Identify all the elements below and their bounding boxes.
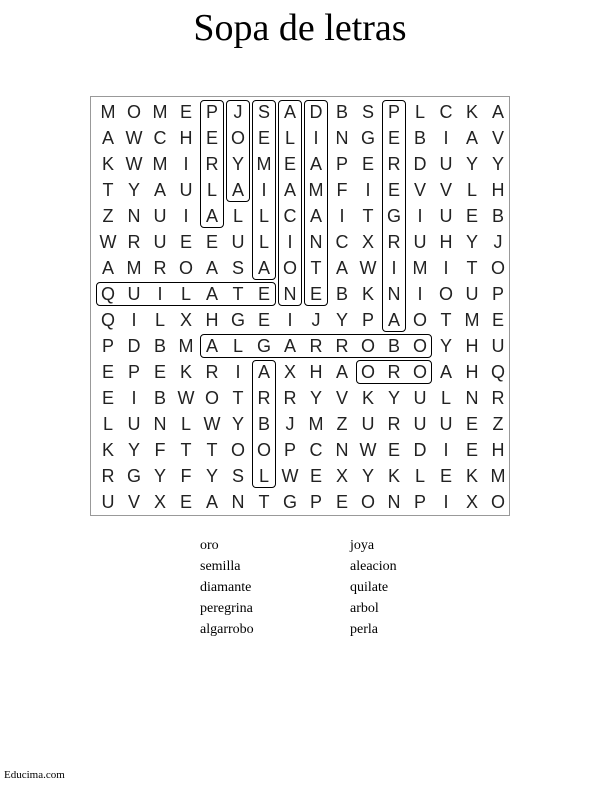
grid-letter: B — [153, 388, 166, 408]
grid-letter: K — [361, 284, 374, 304]
grid-letter: X — [283, 362, 296, 382]
grid-letter: M — [100, 102, 116, 122]
grid-letter: V — [439, 180, 452, 200]
grid-letter: O — [230, 440, 245, 460]
word-list-item: peregrina — [200, 601, 253, 616]
grid-letter: L — [232, 336, 243, 356]
grid-letter: N — [231, 492, 245, 512]
grid-letter: L — [102, 414, 113, 434]
grid-letter: Z — [336, 414, 348, 434]
grid-letter: I — [417, 284, 423, 304]
grid-letter: U — [153, 206, 167, 226]
grid-letter: J — [285, 414, 295, 434]
grid-letter: A — [283, 336, 296, 356]
grid-letter: R — [387, 154, 401, 174]
grid-letter: R — [283, 388, 297, 408]
word-list-item: joya — [350, 538, 375, 553]
word-list-item: semilla — [200, 559, 241, 574]
grid-letter: Y — [153, 466, 166, 486]
grid-letter: L — [414, 466, 425, 486]
grid-letter: E — [257, 128, 270, 148]
grid-letter: K — [361, 388, 374, 408]
grid-letter: V — [127, 492, 140, 512]
grid-letter: L — [154, 310, 165, 330]
grid-letter: F — [336, 180, 348, 200]
grid-letter: A — [205, 206, 218, 226]
word-list-left — [200, 535, 254, 640]
grid-letter: R — [101, 466, 115, 486]
grid-letter: R — [127, 232, 141, 252]
grid-letter: K — [179, 362, 192, 382]
grid-letter: I — [365, 180, 371, 200]
grid-letter: W — [359, 440, 377, 460]
grid-letter: E — [491, 310, 504, 330]
grid-letter: O — [490, 258, 505, 278]
grid-letter: E — [465, 414, 478, 434]
grid-letter: M — [256, 154, 272, 174]
grid-letter: A — [257, 362, 270, 382]
grid-letter: Y — [231, 414, 244, 434]
grid-letter: U — [439, 206, 453, 226]
grid-letter: I — [183, 154, 189, 174]
grid-letter: C — [309, 440, 323, 460]
grid-letter: H — [309, 362, 323, 382]
grid-letter: W — [281, 466, 299, 486]
grid-letter: U — [439, 154, 453, 174]
grid-letter: A — [491, 102, 504, 122]
grid-letter: U — [413, 388, 427, 408]
grid-letter: O — [256, 440, 271, 460]
grid-letter: X — [335, 466, 348, 486]
grid-letter: Y — [127, 180, 140, 200]
grid-letter: Q — [100, 310, 115, 330]
grid-letter: B — [257, 414, 270, 434]
grid-letter: P — [205, 102, 218, 122]
grid-letter: G — [126, 466, 141, 486]
grid-letter: M — [152, 102, 168, 122]
grid-letter: T — [362, 206, 374, 226]
grid-letter: C — [439, 102, 453, 122]
grid-letter: E — [387, 180, 400, 200]
grid-letter: V — [491, 128, 504, 148]
grid-letter: U — [179, 180, 193, 200]
grid-letter: B — [413, 128, 426, 148]
grid-letter: E — [465, 206, 478, 226]
grid-letter: A — [101, 258, 114, 278]
grid-letter: N — [387, 284, 401, 304]
grid-letter: W — [125, 154, 143, 174]
grid-letter: P — [101, 336, 114, 356]
grid-letter: N — [309, 232, 323, 252]
grid-letter: W — [203, 414, 221, 434]
grid-letter: E — [179, 492, 192, 512]
word-list-item: arbol — [350, 601, 379, 616]
grid-letter: A — [387, 310, 400, 330]
grid-letter: I — [417, 206, 423, 226]
grid-letter: O — [412, 336, 427, 356]
grid-letter: K — [387, 466, 400, 486]
grid-letter: D — [309, 102, 323, 122]
grid-letter: S — [361, 102, 374, 122]
grid-letter: L — [206, 180, 217, 200]
grid-letter: A — [257, 258, 270, 278]
grid-letter: Q — [100, 284, 115, 304]
grid-letter: U — [413, 414, 427, 434]
grid-letter: B — [153, 336, 166, 356]
grid-letter: A — [439, 362, 452, 382]
grid-letter: J — [233, 102, 243, 122]
grid-letter: V — [335, 388, 348, 408]
grid-letter: L — [284, 128, 295, 148]
grid-letter: N — [335, 128, 349, 148]
grid-letter: I — [313, 128, 319, 148]
grid-letter: R — [387, 362, 401, 382]
grid-letter: Y — [361, 466, 374, 486]
grid-letter: U — [413, 232, 427, 252]
grid-letter: Y — [491, 154, 504, 174]
grid-letter: O — [360, 362, 375, 382]
grid-letter: K — [465, 102, 478, 122]
grid-letter: Y — [309, 388, 322, 408]
page-title: Sopa de letras — [193, 7, 407, 49]
grid-letter: M — [412, 258, 428, 278]
grid-letter: L — [440, 388, 451, 408]
grid-letter: P — [491, 284, 504, 304]
grid-letter: L — [466, 180, 477, 200]
grid-letter: A — [231, 180, 244, 200]
grid-letter: H — [465, 336, 479, 356]
letter-grid — [95, 99, 511, 515]
grid-letter: A — [335, 362, 348, 382]
grid-letter: U — [231, 232, 245, 252]
grid-letter: X — [465, 492, 478, 512]
grid-letter: I — [443, 440, 449, 460]
grid-letter: L — [180, 414, 191, 434]
grid-letter: I — [131, 388, 137, 408]
grid-letter: T — [440, 310, 452, 330]
grid-letter: I — [443, 258, 449, 278]
grid-letter: K — [101, 154, 114, 174]
grid-letter: R — [335, 336, 349, 356]
grid-letter: O — [126, 102, 141, 122]
grid-letter: J — [493, 232, 503, 252]
grid-letter: G — [282, 492, 297, 512]
grid-letter: G — [256, 336, 271, 356]
grid-letter: A — [283, 180, 296, 200]
grid-letter: P — [127, 362, 140, 382]
grid-letter: I — [443, 492, 449, 512]
grid-letter: F — [180, 466, 192, 486]
word-list-right — [350, 535, 397, 640]
word-list-item: oro — [200, 538, 219, 553]
grid-letter: Y — [387, 388, 400, 408]
grid-letter: B — [335, 284, 348, 304]
grid-letter: O — [360, 492, 375, 512]
grid-letter: Z — [102, 206, 114, 226]
grid-letter: D — [413, 154, 427, 174]
grid-letter: Y — [465, 154, 478, 174]
grid-letter: E — [179, 232, 192, 252]
grid-letter: P — [309, 492, 322, 512]
grid-letter: M — [126, 258, 142, 278]
grid-letter: E — [283, 154, 296, 174]
grid-letter: N — [127, 206, 141, 226]
grid-letter: V — [413, 180, 426, 200]
grid-letter: A — [205, 258, 218, 278]
grid-letter: E — [205, 128, 218, 148]
grid-letter: U — [127, 414, 141, 434]
grid-letter: I — [391, 258, 397, 278]
grid-letter: Y — [205, 466, 218, 486]
grid-letter: A — [309, 154, 322, 174]
grid-letter: R — [491, 388, 505, 408]
grid-letter: Z — [492, 414, 504, 434]
grid-letter: L — [258, 232, 269, 252]
grid-letter: R — [309, 336, 323, 356]
grid-letter: N — [153, 414, 167, 434]
grid-letter: L — [414, 102, 425, 122]
grid-letter: O — [282, 258, 297, 278]
grid-letter: S — [231, 258, 244, 278]
grid-letter: P — [335, 154, 348, 174]
grid-letter: O — [360, 336, 375, 356]
grid-letter: R — [387, 232, 401, 252]
word-search-grid — [90, 96, 510, 516]
word-list-item: quilate — [350, 580, 389, 595]
grid-letter: N — [335, 440, 349, 460]
grid-letter: E — [101, 388, 114, 408]
grid-letter: M — [178, 336, 194, 356]
grid-letter: M — [490, 466, 506, 486]
grid-letter: M — [464, 310, 480, 330]
grid-letter: N — [465, 388, 479, 408]
grid-letter: C — [153, 128, 167, 148]
grid-letter: D — [127, 336, 141, 356]
grid-letter: E — [439, 466, 452, 486]
grid-letter: O — [230, 128, 245, 148]
grid-letter: Y — [231, 154, 244, 174]
word-list-item: perla — [350, 622, 378, 637]
footer-credit: Educima.com — [4, 769, 65, 781]
grid-letter: U — [439, 414, 453, 434]
grid-letter: O — [490, 492, 505, 512]
grid-letter: M — [308, 180, 324, 200]
grid-letter: L — [180, 284, 191, 304]
grid-letter: I — [443, 128, 449, 148]
grid-letter: E — [153, 362, 166, 382]
grid-letter: G — [230, 310, 245, 330]
grid-letter: X — [179, 310, 192, 330]
grid-letter: H — [491, 440, 505, 460]
grid-letter: R — [257, 388, 271, 408]
grid-letter: D — [413, 440, 427, 460]
grid-letter: Y — [127, 440, 140, 460]
grid-letter: E — [257, 310, 270, 330]
grid-letter: E — [309, 284, 322, 304]
grid-letter: W — [99, 232, 117, 252]
grid-letter: H — [179, 128, 193, 148]
grid-letter: X — [153, 492, 166, 512]
grid-letter: E — [387, 440, 400, 460]
grid-letter: R — [205, 362, 219, 382]
grid-letter: A — [283, 102, 296, 122]
grid-letter: U — [127, 284, 141, 304]
grid-letter: K — [101, 440, 114, 460]
grid-letter: H — [205, 310, 219, 330]
grid-letter: I — [339, 206, 345, 226]
grid-letter: Y — [335, 310, 348, 330]
grid-letter: T — [102, 180, 114, 200]
grid-letter: U — [153, 232, 167, 252]
word-list-item: diamante — [200, 580, 252, 595]
grid-letter: T — [232, 388, 244, 408]
grid-letter: E — [465, 440, 478, 460]
grid-letter: U — [361, 414, 375, 434]
grid-letter: M — [308, 414, 324, 434]
grid-letter: Y — [465, 232, 478, 252]
grid-letter: H — [439, 232, 453, 252]
grid-letter: I — [261, 180, 267, 200]
grid-letter: E — [387, 128, 400, 148]
grid-letter: E — [257, 284, 270, 304]
grid-letter: U — [491, 336, 505, 356]
grid-letter: T — [466, 258, 478, 278]
grid-letter: B — [335, 102, 348, 122]
grid-letter: W — [177, 388, 195, 408]
grid-letter: M — [152, 154, 168, 174]
grid-letter: X — [361, 232, 374, 252]
grid-letter: A — [465, 128, 478, 148]
grid-letter: O — [412, 310, 427, 330]
grid-letter: Y — [439, 336, 452, 356]
grid-letter: H — [465, 362, 479, 382]
grid-letter: F — [154, 440, 166, 460]
grid-letter: S — [231, 466, 244, 486]
grid-letter: T — [206, 440, 218, 460]
grid-letter: P — [387, 102, 400, 122]
grid-letter: O — [204, 388, 219, 408]
grid-letter: A — [153, 180, 166, 200]
grid-letter: Q — [490, 362, 505, 382]
grid-letter: L — [258, 466, 269, 486]
grid-letter: P — [283, 440, 296, 460]
grid-letter: I — [287, 232, 293, 252]
grid-letter: I — [287, 310, 293, 330]
grid-letter: E — [335, 492, 348, 512]
grid-letter: B — [491, 206, 504, 226]
grid-letter: E — [205, 232, 218, 252]
grid-letter: S — [257, 102, 270, 122]
grid-letter: L — [232, 206, 243, 226]
grid-letter: G — [386, 206, 401, 226]
grid-letter: I — [235, 362, 241, 382]
grid-letter: R — [387, 414, 401, 434]
grid-letter: N — [283, 284, 297, 304]
grid-letter: I — [183, 206, 189, 226]
grid-letter: A — [335, 258, 348, 278]
grid-letter: C — [335, 232, 349, 252]
grid-letter: W — [359, 258, 377, 278]
grid-letter: I — [157, 284, 163, 304]
grid-letter: I — [131, 310, 137, 330]
grid-letter: W — [125, 128, 143, 148]
grid-letter: A — [309, 206, 322, 226]
grid-letter: B — [387, 336, 400, 356]
grid-letter: T — [232, 284, 244, 304]
grid-letter: U — [465, 284, 479, 304]
word-list-item: algarrobo — [200, 622, 254, 637]
grid-letter: R — [153, 258, 167, 278]
grid-letter: O — [412, 362, 427, 382]
grid-letter: G — [360, 128, 375, 148]
grid-letter: P — [413, 492, 426, 512]
grid-letter: O — [178, 258, 193, 278]
grid-letter: K — [465, 466, 478, 486]
grid-letter: L — [258, 206, 269, 226]
grid-letter: P — [361, 310, 374, 330]
grid-letter: N — [387, 492, 401, 512]
word-list-item: aleacion — [350, 559, 397, 574]
grid-letter: E — [101, 362, 114, 382]
grid-letter: A — [205, 336, 218, 356]
grid-letter: A — [205, 492, 218, 512]
grid-letter: U — [101, 492, 115, 512]
grid-letter: T — [310, 258, 322, 278]
grid-letter: T — [180, 440, 192, 460]
grid-letter: A — [205, 284, 218, 304]
grid-letter: R — [205, 154, 219, 174]
grid-letter: A — [101, 128, 114, 148]
grid-letter: O — [438, 284, 453, 304]
grid-letter: T — [258, 492, 270, 512]
grid-letter: E — [361, 154, 374, 174]
grid-letter: H — [491, 180, 505, 200]
grid-letter: E — [179, 102, 192, 122]
grid-letter: J — [311, 310, 321, 330]
grid-letter: C — [283, 206, 297, 226]
grid-letter: E — [309, 466, 322, 486]
